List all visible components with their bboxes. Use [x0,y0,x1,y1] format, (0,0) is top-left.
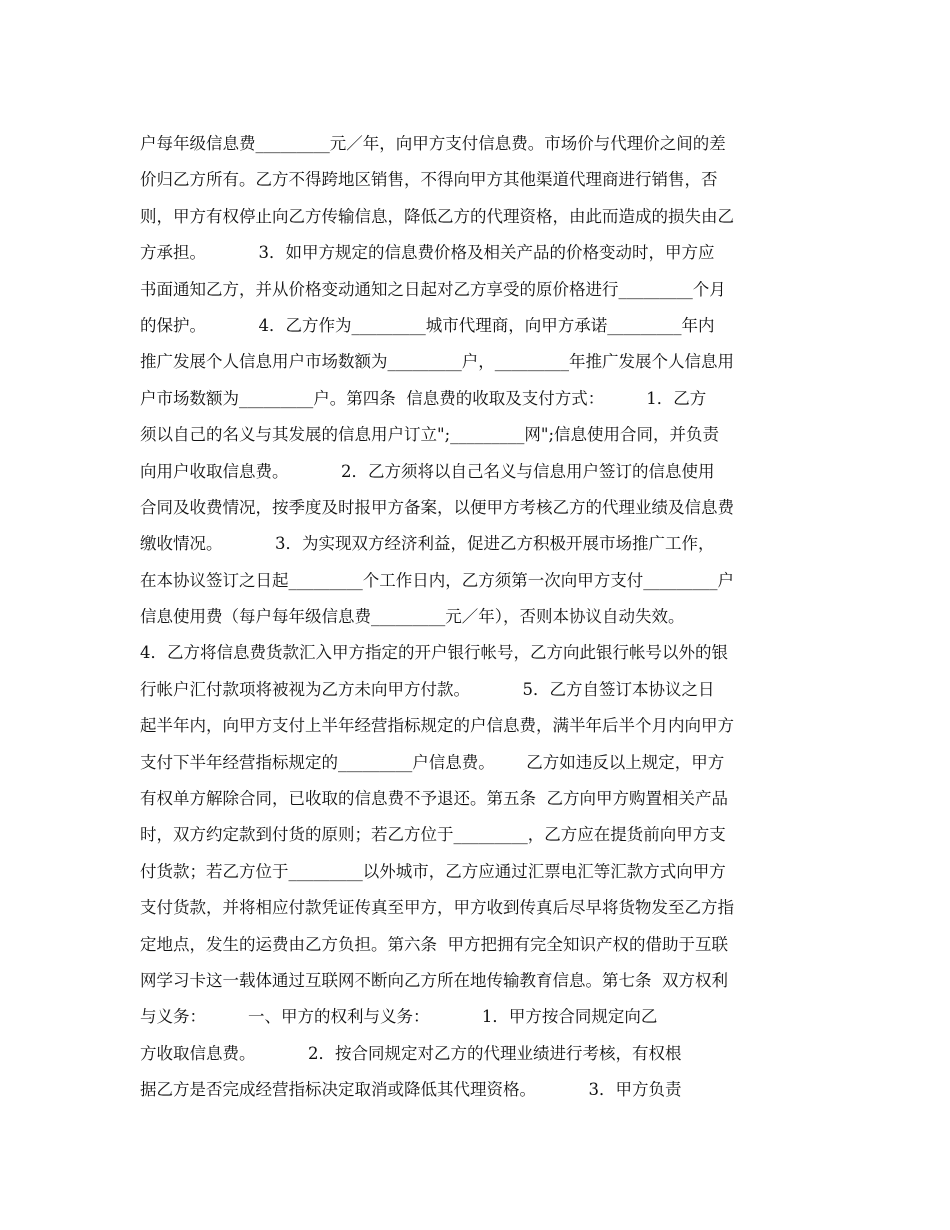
text-line: 支付货款，并将相应付款凭证传真至甲方，甲方收到传真后尽早将货物发至乙方指 [140,898,734,918]
text-line: 起半年内，向甲方支付上半年经营指标规定的户信息费，满半年后半个月内向甲方 [140,716,734,736]
contract-text-body [140,126,820,1109]
text-line: 须以自己的名义与其发展的信息用户订立";_________网";信息使用合同，并负责 [140,425,720,445]
text-line: 定地点，发生的运费由乙方负担。第六条 甲方把拥有完全知识产权的借助于互联 [140,934,728,954]
text-line: 的保护。 4．乙方作为_________城市代理商，向甲方承诺_________年内 [140,315,715,335]
text-line: 网学习卡这一载体通过互联网不断向乙方所在地传输教育信息。第七条 双方权利 [140,970,728,990]
text-line: 付货款；若乙方位于_________以外城市，乙方应通过汇票电汇等汇款方式向甲方 [140,861,726,881]
text-line: 有权单方解除合同，已收取的信息费不予退还。第五条 乙方向甲方购置相关产品 [140,789,728,809]
text-line: 则，甲方有权停止向乙方传输信息，降低乙方的代理资格，由此而造成的损失由乙 [140,206,734,226]
text-line: 推广发展个人信息用户市场数额为_________户，_________年推广发展个人信息用 [140,352,734,372]
text-line: 时，双方约定款到付货的原则；若乙方位于_________，乙方应在提货前向甲方支 [140,825,726,845]
text-line: 合同及收费情况，按季度及时报甲方备案，以便甲方考核乙方的代理业绩及信息费 [140,497,734,517]
text-line: 户市场数额为_________户。第四条 信息费的收取及支付方式： 1．乙方 [140,388,707,408]
text-line: 向用户收取信息费。 2．乙方须将以自己名义与信息用户签订的信息使用 [140,461,715,481]
text-line: 价归乙方所有。乙方不得跨地区销售，不得向甲方其他渠道代理商进行销售，否 [140,170,718,190]
text-line: 行帐户汇付款项将被视为乙方未向甲方付款。 5．乙方自签订本协议之日 [140,679,715,699]
text-line: 缴收情况。 3．为实现双方经济利益，促进乙方积极开展市场推广工作， [140,534,715,554]
text-line: 书面通知乙方，并从价格变动通知之日起对乙方享受的原价格进行_________个月 [140,279,726,299]
text-line: 方收取信息费。 2．按合同规定对乙方的代理业绩进行考核，有权根 [140,1043,682,1063]
text-line: 信息使用费（每户每年级信息费_________元／年），否则本协议自动失效。 [140,607,685,627]
text-line: 户每年级信息费_________元／年，向甲方支付信息费。市场价与代理价之间的差 [140,134,726,153]
text-line: 在本协议签订之日起_________个工作日内，乙方须第一次向甲方支付_________户 [140,570,734,590]
text-line: 与义务： 一、甲方的权利与义务： 1．甲方按合同规定向乙 [140,1007,658,1027]
text-line: 据乙方是否完成经营指标决定取消或降低其代理资格。 3．甲方负责 [140,1080,682,1100]
text-line: 支付下半年经营指标规定的_________户信息费。 乙方如违反以上规定，甲方 [140,752,725,772]
text-line: 4．乙方将信息费货款汇入甲方指定的开户银行帐号，乙方向此银行帐号以外的银 [140,643,728,663]
text-line: 方承担。 3．如甲方规定的信息费价格及相关产品的价格变动时，甲方应 [140,243,715,263]
